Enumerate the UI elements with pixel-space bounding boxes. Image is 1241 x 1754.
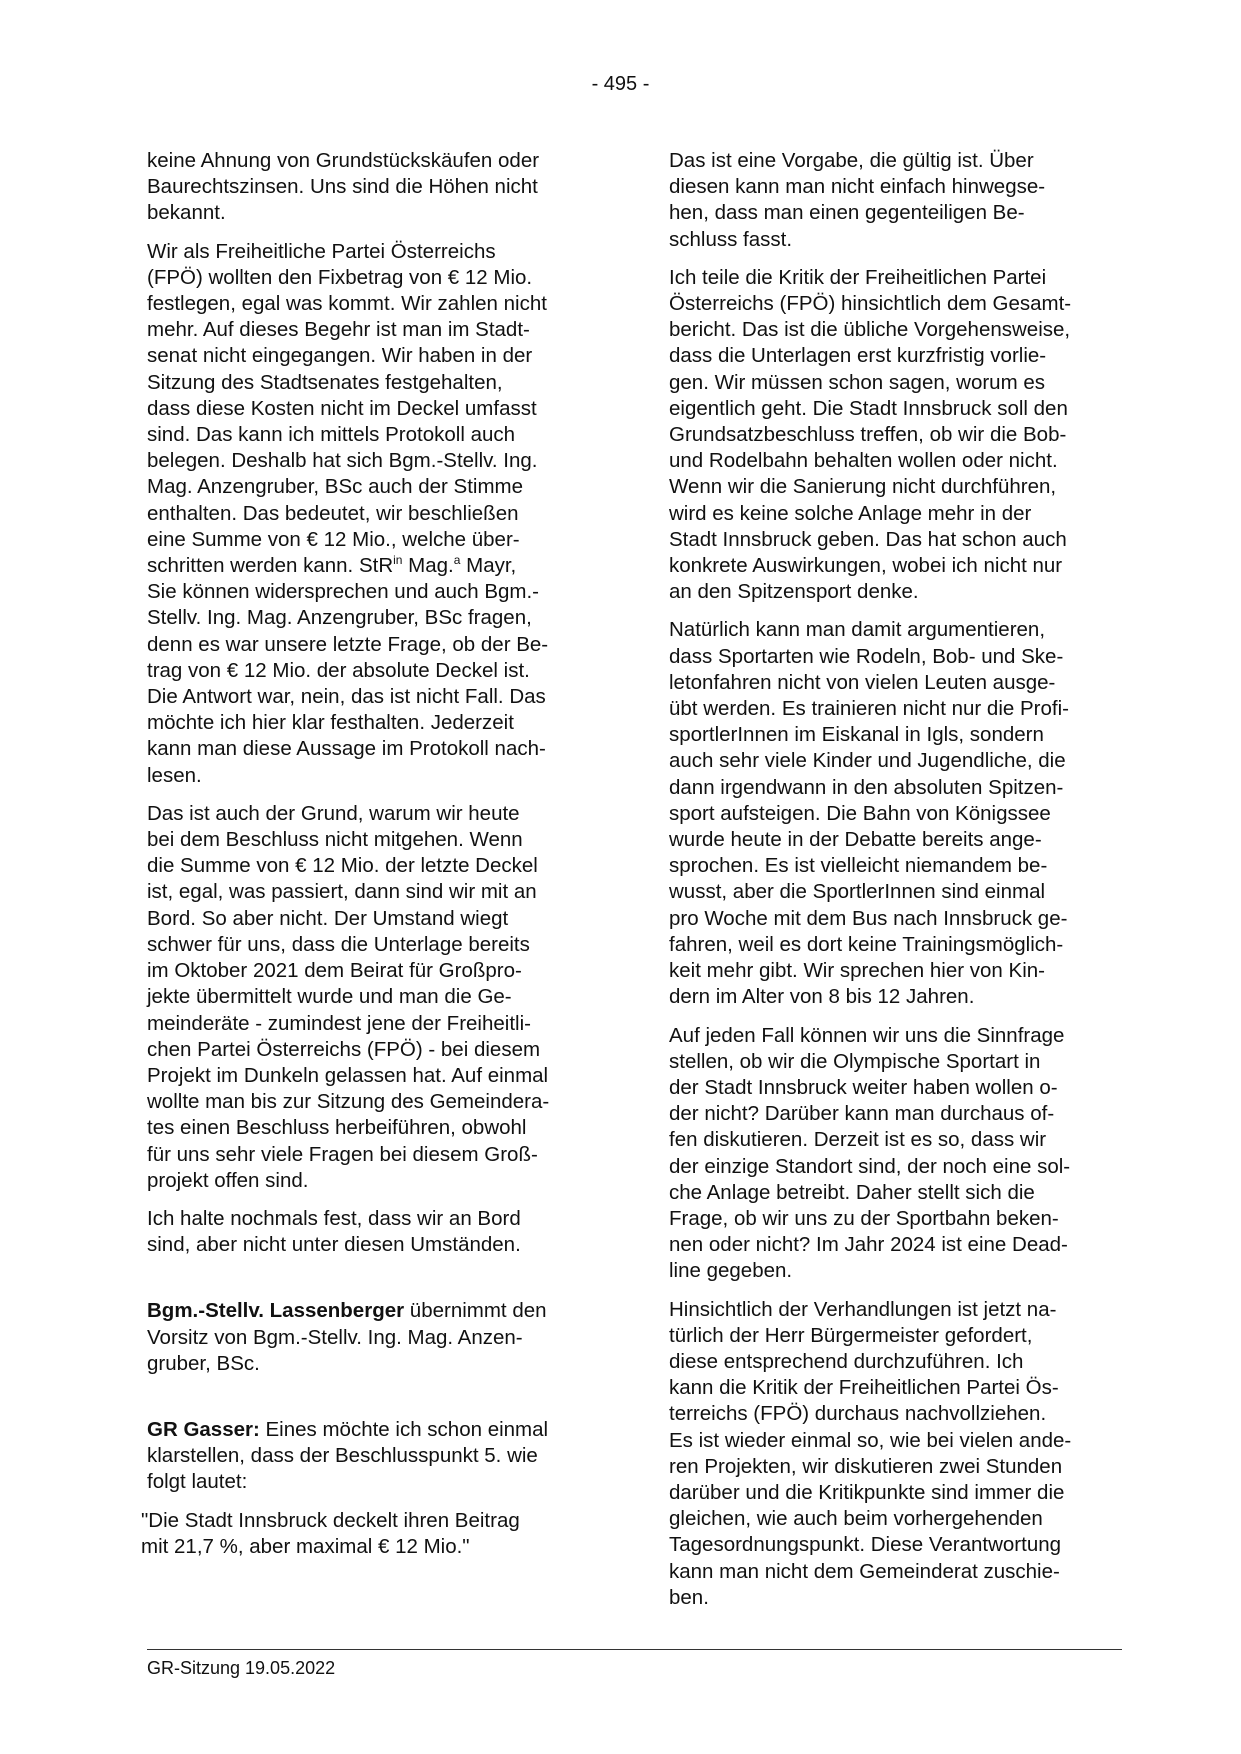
right-column <box>669 148 1124 1623</box>
paragraph: Ich teile die Kritik der Freiheitlichen Partei Österreichs (FPÖ) hinsichtlich dem Gesamt- bericht. Das ist die übliche Vorgehensweise, dass die Unterlagen erst kurzfristig vorlie- gen. Wir müssen schon sagen, worum es eigentlich geht. Die Stadt Innsbruck soll den Grundsatzbeschluss treffen, ob wir die Bob- und Rodelbahn behalten wollen oder nicht. Wenn wir die Sanierung nicht durchführen, wird es keine solche Anlage mehr in der Stadt Innsbruck geben. Das hat schon auch konkrete Auswirkungen, wobei ich nicht nur an den Spitzensport denke. <box>669 265 1072 604</box>
paragraph: Das ist auch der Grund, warum wir heute bei dem Beschluss nicht mitgehen. Wenn die Summe von € 12 Mio. der letzte Deckel ist, egal, was passiert, dann sind wir mit an Bord. So aber nicht. Der Umstand wiegt schwer für uns, dass die Unterlage bereits im Oktober 2021 dem Beirat für Großpro- jekte übermittelt wurde und man die Ge- meinderäte - zumindest jene der Freiheitli- chen Partei Österreichs (FPÖ) - bei diesem Projekt im Dunkeln gelassen hat. Auf einmal wollte man bis zur Sitzung des Gemeindera- tes einen Beschluss herbeiführen, obwohl für uns sehr viele Fragen bei diesem Groß- projekt offen sind. <box>147 801 550 1192</box>
superscript: in <box>393 553 403 568</box>
paragraph-text: Mag. <box>402 554 454 578</box>
paragraph: Das ist eine Vorgabe, die gültig ist. Über diesen kann man nicht einfach hinwegse- hen, dass man einen gegenteiligen Be- schluss fasst. <box>669 149 1046 251</box>
paragraph: Natürlich kann man damit argumentieren, dass Sportarten wie Rodeln, Bob- und Ske- letonfahren nicht von vielen Leuten ausge- übt werden. Es trainieren nicht nur die Profi- sportlerInnen im Eiskanal in Igls, sondern auch sehr viele Kinder und Jugendliche, die dann irgendwann in den absoluten Spitzen- sport aufsteigen. Die Bahn von Königssee wurde heute in der Debatte bereits ange- sprochen. Es ist vielleicht niemandem be- wusst, aber die SportlerInnen sind einmal pro Woche mit dem Bus nach Innsbruck ge- fahren, weil es dort keine Trainingsmöglich- keit mehr gibt. Wir sprechen hier von Kin- dern im Alter von 8 bis 12 Jahren. <box>669 618 1069 1009</box>
paragraph: keine Ahnung von Grundstückskäufen oder Baurechtszinsen. Uns sind die Höhen nicht bekannt. <box>147 149 540 225</box>
footer-divider <box>147 1649 1122 1650</box>
speaker-statement <box>147 1417 602 1496</box>
quotation: "Die Stadt Innsbruck deckelt ihren Beitrag mit 21,7 %, aber maximal € 12 Mio." <box>141 1508 520 1558</box>
speaker-name: Bgm.-Stellv. Lassenberger <box>147 1299 405 1323</box>
chair-change-note <box>147 1298 602 1377</box>
superscript: a <box>453 553 461 568</box>
paragraph: Ich halte nochmals fest, dass wir an Bord sind, aber nicht unter diesen Umständen. <box>147 1206 521 1257</box>
paragraph: Auf jeden Fall können wir uns die Sinnfrage stellen, ob wir die Olympische Sportart in der Stadt Innsbruck weiter haben wollen o- der nicht? Darüber kann man durchaus of- fen diskutieren. Derzeit ist es so, dass wir der einzige Standort sind, der noch eine sol- che Anlage betreibt. Daher stellt sich die Frage, ob wir uns zu der Sportbahn beken- nen oder nicht? Im Jahr 2024 ist eine Dead- line gegeben. <box>669 1023 1071 1283</box>
paragraph-text: Mayr, Sie können widersprechen und auch Bgm.- Stellv. Ing. Mag. Anzengruber, BSc fragen, denn es war unsere letzte Frage, ob der Be- trag von € 12 Mio. der absolute Deckel ist. Die Antwort war, nein, das ist nicht Fall. Das möchte ich hier klar festhalten. Jederzeit kann man diese Aussage im Protokoll nach- lesen. <box>147 554 549 787</box>
paragraph-text: übernimmt den Vorsitz von Bgm.-Stellv. Ing. Mag. Anzen- gruber, BSc. <box>147 1299 547 1375</box>
left-column <box>141 148 602 1572</box>
paragraph-text: Eines möchte ich schon einmal klarstellen, dass der Beschlusspunkt 5. wie folgt lautet: <box>147 1417 549 1494</box>
speaker-name: GR Gasser: <box>147 1417 260 1441</box>
footer-session-date: GR-Sitzung 19.05.2022 <box>147 1658 336 1678</box>
page-number: - 495 - <box>591 73 650 95</box>
paragraph: Hinsichtlich der Verhandlungen ist jetzt na- türlich der Herr Bürgermeister gefordert, diese entsprechend durchzuführen. Ich kann die Kritik der Freiheitlichen Partei Ös- terreichs (FPÖ) durchaus nachvollziehen. Es ist wieder einmal so, wie bei vielen ande- ren Projekten, wir diskutieren zwei Stunden darüber und die Kritikpunkte sind immer die gleichen, wie auch beim vorhergehenden Tagesordnungspunkt. Diese Verantwortung kann man nicht dem Gemeinderat zuschie- ben. <box>669 1297 1072 1609</box>
paragraph-text: Wir als Freiheitliche Partei Österreichs (FPÖ) wollten den Fixbetrag von € 12 Mio. festlegen, egal was kommt. Wir zahlen nicht mehr. Auf dieses Begehr ist man im Stadt- senat nicht eingegangen. Wir haben in der Sitzung des Stadtsenates festgehalten, dass diese Kosten nicht im Deckel umfasst sind. Das kann ich mittels Protokoll auch belegen. Deshalb hat sich Bgm.-Stellv. Ing. Mag. Anzengruber, BSc auch der Stimme enthalten. Das bedeutet, wir beschließen eine Summe von € 12 Mio., welche über- schritten werden kann. StR <box>147 239 547 578</box>
paragraph <box>147 239 602 789</box>
